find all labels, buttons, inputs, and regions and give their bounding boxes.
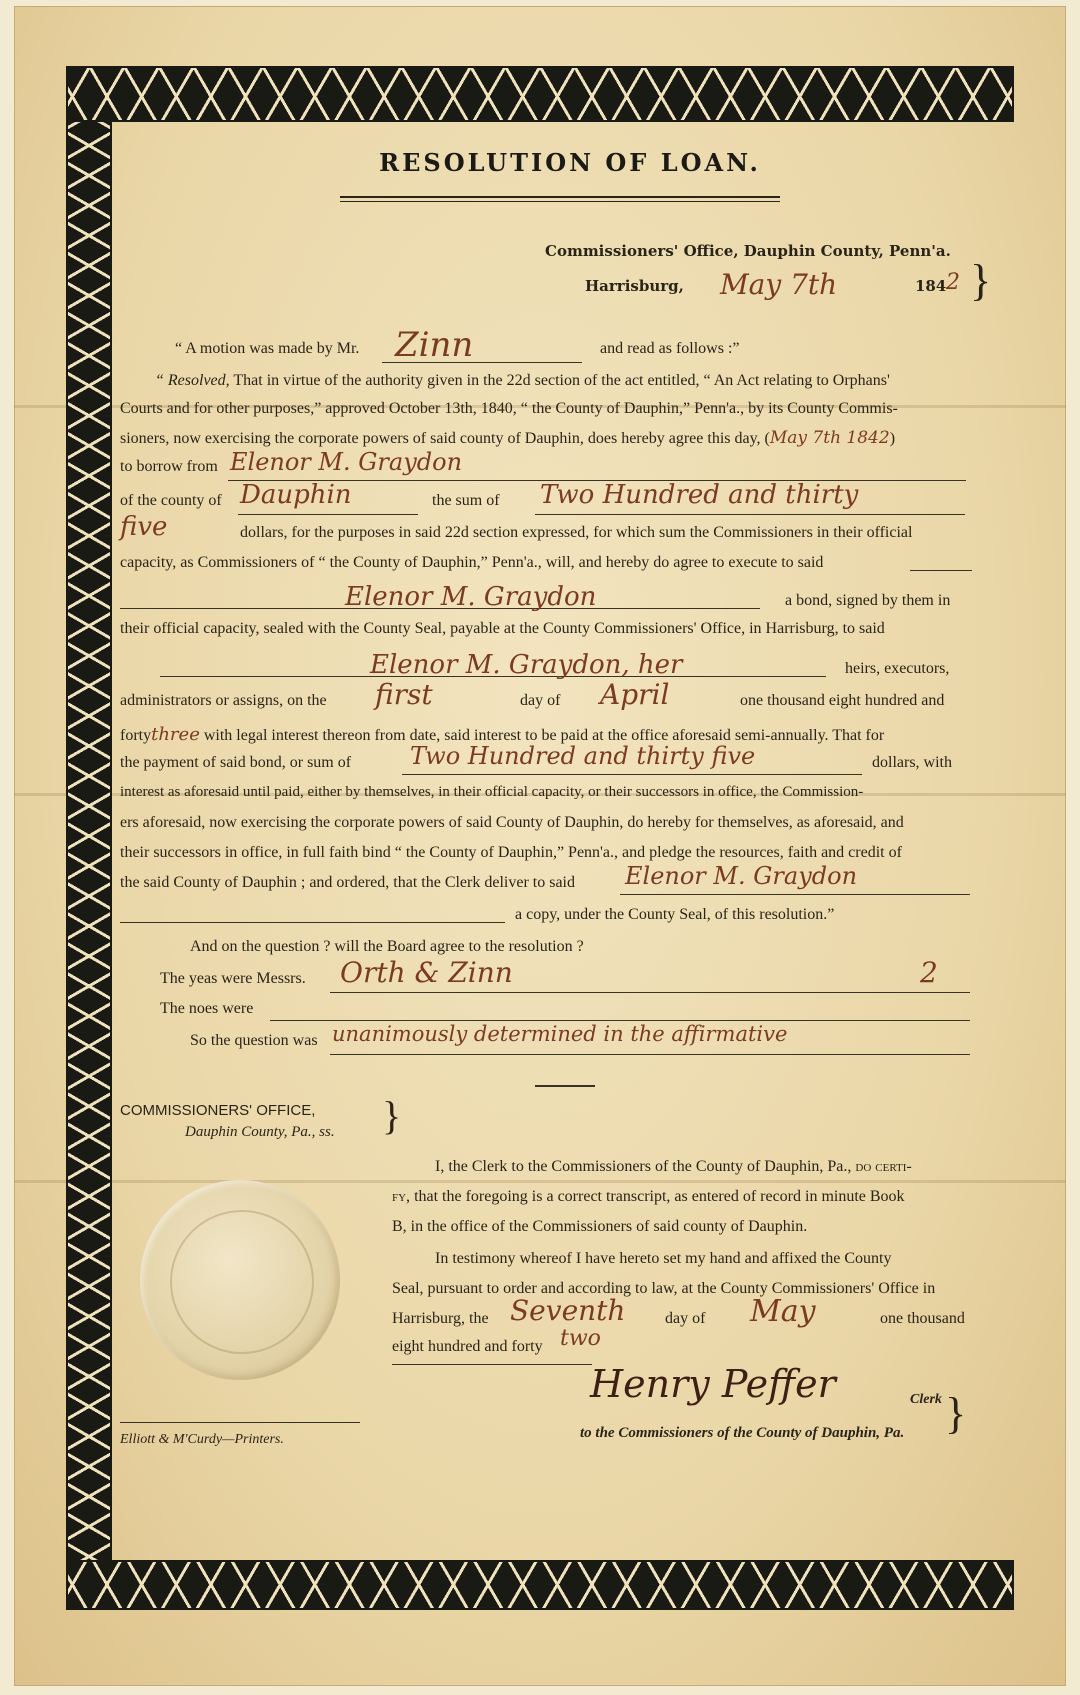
resolved-line: forty <box>120 727 152 744</box>
cert-line: Seal, pursuant to order and according to law, at the County Commissioners' Office in <box>392 1280 936 1297</box>
resolved-line: administrators or assigns, on the <box>120 692 327 709</box>
vote-result-handwritten: unanimously determined in the affirmative <box>332 1022 788 1046</box>
resolved-line: their successors in office, in full faith bind “ the County of Dauphin,” Penn'a., and pledge the resources, faith and credit of <box>120 844 902 861</box>
blank-line <box>535 514 965 515</box>
blank-line <box>330 1054 970 1055</box>
blank-line <box>392 1364 592 1365</box>
cert-line: I, the Clerk to the Commissioners of the County of Dauphin, Pa., <box>435 1158 852 1175</box>
footer-rule <box>120 1422 360 1423</box>
place-header: Harrisburg, <box>585 277 684 295</box>
lender-name-handwritten: Elenor M. Graydon <box>345 582 597 612</box>
resolved-line: That in virtue of the authority given in the 22d section of the act entitled, “ An Act relating to Orphans' <box>233 372 890 389</box>
office-header: Commissioners' Office, Dauphin County, Penn'a. <box>545 242 951 260</box>
due-month-handwritten: April <box>600 678 670 711</box>
blank-line <box>120 922 505 923</box>
due-year-handwritten: three <box>151 724 200 745</box>
cert-line: that the foregoing is a correct transcript, as entered of record in minute Book <box>414 1188 905 1205</box>
cert-line: B, in the office of the Commissioners of said county of Dauphin. <box>392 1218 808 1235</box>
motion-text: “ A motion was made by Mr. <box>175 340 360 357</box>
title-rule <box>340 201 780 202</box>
cert-line: Harrisburg, the <box>392 1310 489 1327</box>
so-label: So the question was <box>190 1032 318 1049</box>
resolved-line: the payment of said bond, or sum of <box>120 754 352 771</box>
fold-line <box>14 1180 1066 1183</box>
county-handwritten: Dauphin <box>240 480 352 510</box>
cert-year-handwritten: two <box>560 1326 601 1351</box>
printers-credit: Elliott & M'Curdy—Printers. <box>120 1432 284 1447</box>
header-brace: } <box>970 256 992 305</box>
resolved-line: heirs, executors, <box>845 660 950 677</box>
title-rule <box>340 196 780 198</box>
county-of-label: of the county of <box>120 492 222 509</box>
motion-name-handwritten: Zinn <box>395 325 474 365</box>
header-year-handwritten: 2 <box>946 270 960 295</box>
lender-name-handwritten: Elenor M. Graydon <box>625 862 858 890</box>
blank-line <box>910 570 972 571</box>
yeas-names-handwritten: Orth & Zinn <box>340 956 513 989</box>
sum-of-label: the sum of <box>432 492 500 509</box>
sum-words-handwritten: Two Hundred and thirty <box>540 480 859 510</box>
blank-line <box>620 894 970 895</box>
resolved-line: ers aforesaid, now exercising the corporate powers of said County of Dauphin, do hereby for themselves, as aforesaid, and <box>120 814 904 831</box>
resolved-line: a copy, under the County Seal, of this resolution.” <box>515 906 835 923</box>
resolved-line: interest as aforesaid until paid, either by themselves, in their official capacity, or their successors in office, the Commission- <box>120 784 864 800</box>
resolved-line: Courts and for other purposes,” approved October 13th, 1840, “ the County of Dauphin,” Penn'a., by its County Commis- <box>120 400 898 417</box>
blank-line <box>382 362 582 363</box>
document-title: RESOLUTION OF LOAN. <box>379 148 761 177</box>
borrow-from-label: to borrow from <box>120 458 218 475</box>
resolved-line: capacity, as Commissioners of “ the County of Dauphin,” Penn'a., will, and hereby do agree to execute to said <box>120 554 824 571</box>
sum-words-handwritten-cont: five <box>120 512 168 542</box>
clerk-signature-handwritten: Henry Peffer <box>590 1362 836 1406</box>
resolved-line: their official capacity, sealed with the County Seal, payable at the County Commissioners' Office, in Harrisburg, to said <box>120 620 885 637</box>
blank-line <box>330 992 970 993</box>
cert-line: eight hundred and forty <box>392 1338 543 1355</box>
resolved-line: the said County of Dauphin ; and ordered, that the Clerk deliver to said <box>120 874 575 891</box>
resolved-line: a bond, signed by them in <box>785 592 951 609</box>
clerk-label: Clerk <box>910 1392 942 1407</box>
header-year-printed: 184 <box>915 277 947 295</box>
cert-line: one thousand <box>880 1310 965 1327</box>
header-date-handwritten: May 7th <box>720 268 838 301</box>
top-border-ornament <box>66 66 1014 122</box>
motion-text-after: and read as follows :” <box>600 340 740 357</box>
resolved-line: sioners, now exercising the corporate powers of said county of Dauphin, does hereby agree this day, ( <box>120 430 770 447</box>
clerk-brace: } <box>945 1389 967 1438</box>
vote-question: And on the question ? will the Board agree to the resolution ? <box>190 938 584 955</box>
cert-month-handwritten: May <box>750 1294 816 1329</box>
county-seal-embossed <box>140 1180 340 1380</box>
cert-brace: } <box>382 1093 402 1138</box>
blank-line <box>270 1020 970 1021</box>
paren: ) <box>889 430 896 447</box>
cert-line: In testimony whereof I have hereto set my hand and affixed the County <box>435 1250 892 1267</box>
cert-office: COMMISSIONERS' OFFICE, <box>120 1102 316 1119</box>
left-border-ornament <box>66 120 112 1562</box>
yeas-label: The yeas were Messrs. <box>160 970 306 987</box>
yeas-count-handwritten: 2 <box>920 956 938 989</box>
resolved-line: dollars, for the purposes in said 22d section expressed, for which sum the Commissioners in their official <box>240 524 913 541</box>
bottom-border-ornament <box>66 1560 1014 1610</box>
lender-name-handwritten: Elenor M. Graydon, her <box>370 650 683 680</box>
cert-day-handwritten: Seventh <box>510 1294 626 1327</box>
cert-county: Dauphin County, Pa., ss. <box>185 1124 335 1140</box>
sum-words-handwritten: Two Hundred and thirty five <box>410 742 756 770</box>
due-day-handwritten: first <box>375 678 433 711</box>
resolved-line: one thousand eight hundred and <box>740 692 945 709</box>
separator-rule <box>535 1085 595 1087</box>
resolution-date-handwritten: May 7th 1842 <box>769 428 890 448</box>
cert-line: day of <box>665 1310 706 1327</box>
resolved-line: day of <box>520 692 561 709</box>
blank-line <box>402 774 862 775</box>
clerk-title: to the Commissioners of the County of Dauphin, Pa. <box>580 1425 905 1441</box>
lender-name-handwritten: Elenor M. Graydon <box>230 448 463 476</box>
resolved-line: with legal interest thereon from date, said interest to be paid at the office aforesaid semi-annually. That for <box>203 727 885 744</box>
cert-line-sc: do certi- <box>855 1158 912 1175</box>
cert-line-sc: fy, <box>392 1188 411 1205</box>
blank-line <box>238 514 418 515</box>
resolved-lead: “ Resolved, <box>155 372 230 389</box>
resolved-line: dollars, with <box>872 754 952 771</box>
noes-label: The noes were <box>160 1000 254 1017</box>
